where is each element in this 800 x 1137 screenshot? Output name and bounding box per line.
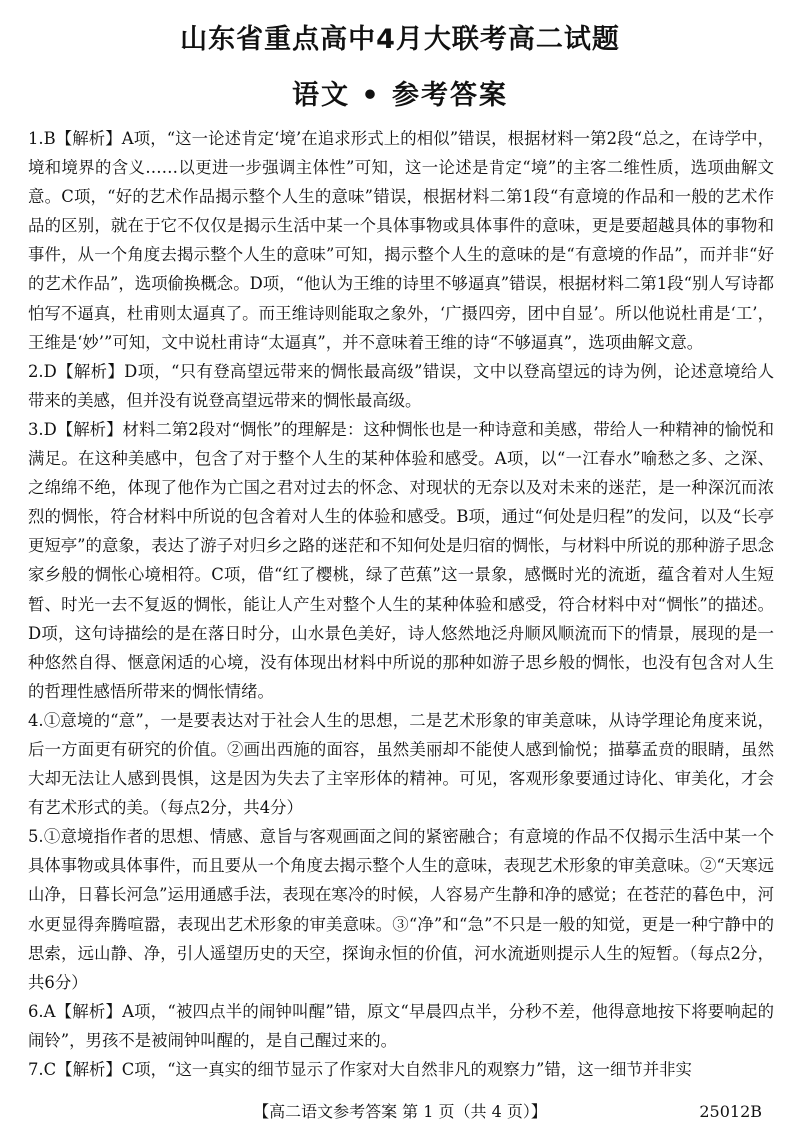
- answer-item-5: 5.①意境指作者的思想、情感、意旨与客观画面之间的紧密融合；有意境的作品不仅揭示生活中某一个具体事物或具体事件，而且要从一个角度去揭示整个人生的意味，表现艺术形象的审美意味。②“天寒远山净，日暮长河急”运用通感手法，表现在寒冷的时候，人容易产生静和净的感觉；在苍茫的暮色中，河水更显得奔腾喧嚣，表现出艺术形象的审美意味。③“净”和“急”不只是一般的知觉，更是一种宁静中的思索，远山静、净，引人遥望历史的天空，探询永恒的价值，河水流逝则提示人生的短暂。（每点2分，共6分）: [28, 827, 774, 992]
- answer-item-4: 4.①意境的“意”，一是要表达对于社会人生的思想，二是艺术形象的审美意味，从诗学理论角度来说，后一方面更有研究的价值。②画出西施的面容，虽然美丽却不能使人感到愉悦；描摹孟贲的眼睛，虽然大却无法让人感到畏惧，这是因为失去了主宰形体的精神。可见，客观形象要通过诗化、审美化，才会有艺术形式的美。（每点2分，共4分）: [28, 710, 774, 818]
- exam-code: 25012B: [699, 1102, 762, 1121]
- exam-title: 山东省重点高中4月大联考高二试题: [180, 24, 620, 55]
- answer-item-2: 2.D【解析】D项，“只有登高望远带来的惆怅最高级”错误，文中以登高望远的诗为例，论述意境给人带来的美感，但并没有说登高望远带来的惆怅最高级。: [28, 361, 774, 410]
- subject-subtitle: 语文 • 参考答案: [291, 80, 509, 111]
- answer-item-3: 3.D【解析】材料二第2段对“惆怅”的理解是：这种惆怅也是一种诗意和美感，带给人一种精神的愉悦和满足。在这种美感中，包含了对于整个人生的某种体验和感受。A项，以“一江春水”喻愁之多、之深、之绵绵不绝，体现了他作为亡国之君对过去的怀念、对现状的无奈以及对未来的迷茫，是一种深沉而浓烈的惆怅，符合材料中所说的包含着对人生的体验和感受。B项，通过“何处是归程”的发问，以及“长亭更短亭”的意象，表达了游子对归乡之路的迷茫和不知何处是归宿的惆怅，与材料中所说的那种游子思念家乡般的惆怅心境相符。C项，借“红了樱桃，绿了芭蕉”这一景象，感慨时光的流逝，蕴含着对人生短暂、时光一去不复返的惆怅，能让人产生对整个人生的某种体验和感受，符合材料中对“惆怅”的描述。D项，这句诗描绘的是在落日时分，山水景色美好，诗人悠然地泛舟顺风顺流而下的情景，展现的是一种悠然自得、惬意闲适的心境，没有体现出材料中所说的那种如游子思乡般的惆怅，也没有包含对人生的哲理性感悟所带来的惆怅情绪。: [28, 419, 774, 701]
- page-footer: [0, 1098, 800, 1126]
- answer-item-7: 7.C【解析】C项，“这一真实的细节显示了作家对大自然非凡的观察力”错，这一细节并非实: [28, 1060, 692, 1079]
- answer-item-1: 1.B【解析】A项，“这一论述肯定‘境’在追求形式上的相似”错误，根据材料一第2段“总之，在诗学中，境和境界的含义……以更进一步强调主体性”可知，这一论述是肯定“境”的主客二维性质，选项曲解文意。C项，“好的艺术作品揭示整个人生的意味”错误，根据材料二第1段“有意境的作品和一般的艺术作品的区别，就在于它不仅仅是揭示生活中某一个具体事物或具体事件的意味，更是要超越具体的事物和事件，从一个角度去揭示整个人生的意味”可知，揭示整个人生的意味的是“有意境的作品”，而并非“好的艺术作品”，选项偷换概念。D项，“他认为王维的诗里不够逼真”错误，根据材料二第1段“别人写诗都怕写不逼真，杜甫则太逼真了。而王维诗则能取之象外，‘广摄四旁，团中自显’。所以他说杜甫是‘工’，王维是‘妙’”可知，文中说杜甫诗“太逼真”，并不意味着王维的诗“不够逼真”，选项曲解文意。: [28, 129, 774, 352]
- page-number-label: 【高二语文参考答案 第 1 页（共 4 页）】: [253, 1102, 547, 1121]
- answer-list: [28, 124, 774, 1084]
- answer-item-6: 6.A【解析】A项，“被四点半的闹钟叫醒”错，原文“早晨四点半，分秒不差，他得意地按下将要响起的闹铃”，男孩不是被闹钟叫醒的，是自己醒过来的。: [28, 1001, 774, 1050]
